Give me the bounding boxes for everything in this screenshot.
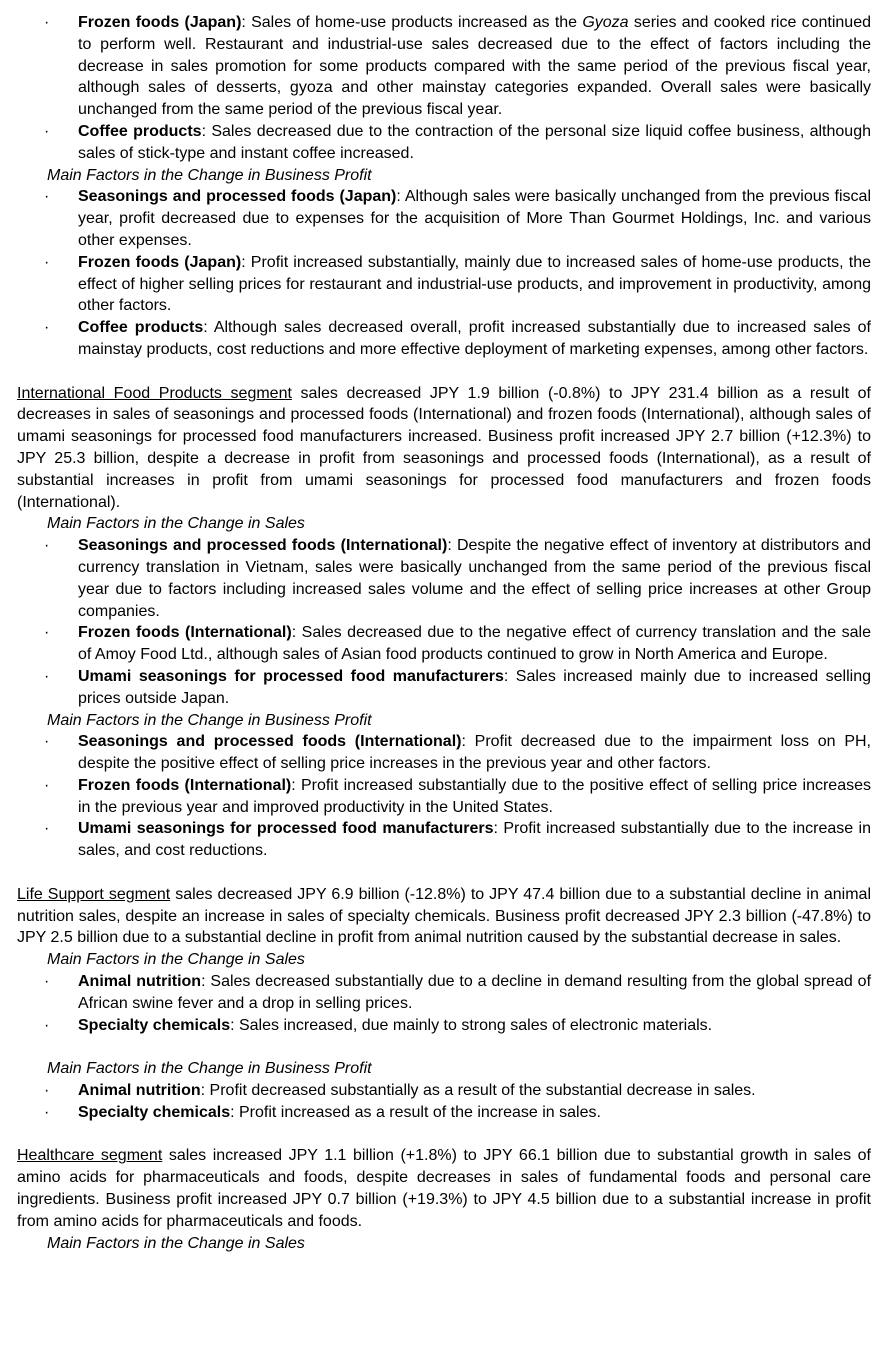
segment-name: Life Support segment: [17, 885, 171, 903]
segment-name: International Food Products segment: [17, 384, 292, 402]
bullet-dot-icon: ·: [44, 537, 50, 555]
bullet-dot-icon: ·: [44, 733, 50, 751]
bullet-title: Seasonings and processed foods (Japan): [78, 188, 397, 206]
bullet-text: : Profit increased substantially due to the increase in sales, and cost reductions.: [78, 820, 871, 860]
bullet-dot-icon: ·: [44, 253, 50, 271]
bullet-item: [44, 186, 872, 251]
bullet-title: Umami seasonings for processed food manufacturers: [78, 820, 494, 838]
bullet-dot-icon: ·: [44, 14, 50, 31]
section-subheading: Main Factors in the Change in Business Profit: [47, 166, 372, 184]
bullet-text: : Profit increased as a result of the increase in sales.: [230, 1103, 601, 1121]
bullet-title: Seasonings and processed foods (International): [78, 733, 462, 751]
bullet-text: : Despite the negative effect of inventory at distributors and currency translation in Vietnam, sales were basically unchanged from the same period of the previous fiscal year due to factors including increased sales volume and the effect of selling price increases at other Group companies.: [78, 537, 872, 620]
bullet-item: [44, 317, 871, 361]
bullet-dot-icon: ·: [44, 776, 50, 794]
paragraph-spacer: [17, 1036, 871, 1058]
bullet-item: [44, 775, 871, 819]
section-subheading: Main Factors in the Change in Sales: [47, 1234, 305, 1252]
bullet-item: [44, 121, 871, 165]
bullet-dot-icon: ·: [44, 188, 50, 206]
bullet-dot-icon: ·: [44, 820, 50, 838]
segment-paragraph: [17, 1145, 871, 1232]
bullet-title: Animal nutrition: [78, 1082, 201, 1100]
bullet-dot-icon: ·: [44, 667, 50, 685]
bullet-text: : Although sales decreased overall, profit increased substantially due to increased sales of mainstay products, cost reductions and more effective deployment of marketing expenses, among other factors.: [78, 319, 871, 358]
bullet-text: : Although sales were basically unchanged from the previous fiscal year, profit decreased due to expenses for the acquisition of More Than Gourmet Holdings, Inc. and various other expenses.: [78, 188, 872, 249]
bullet-item: [44, 1080, 871, 1102]
bullet-text: : Sales increased, due mainly to strong sales of electronic materials.: [230, 1016, 713, 1034]
bullet-title: Frozen foods (International): [78, 776, 292, 794]
section-subheading: Main Factors in the Change in Business Profit: [47, 1060, 372, 1078]
bullet-text-continued: series and cooked rice continued to perform well. Restaurant and industrial-use sales decreased due to the effect of factors including the decrease in sales promotion for some products compared with the same period of the previous fiscal year, although sales of desserts, gyoza and other mainstay categories expanded. Overall sales were basically unchanged from the same period of the previous fiscal year.: [78, 14, 871, 119]
bullet-item: [44, 622, 871, 666]
bullet-title: Frozen foods (Japan): [78, 14, 242, 31]
bullet-item: [44, 12, 871, 121]
segment-paragraph: [17, 884, 871, 949]
bullet-title: Specialty chemicals: [78, 1103, 231, 1121]
bullet-item: [44, 666, 872, 710]
section-subheading: Main Factors in the Change in Sales: [47, 515, 305, 533]
bullet-italic-text: Gyoza: [582, 14, 629, 31]
paragraph-text: sales decreased JPY 6.9 billion (-12.8%) to JPY 47.4 billion due to a substantial decline in animal nutrition sales, despite an increase in sales of specialty chemicals. Business profit decreased JPY 2.3 billion (-47.8%) to JPY 2.5 billion due to a substantial decline in profit from animal nutrition caused by the substantial decrease in sales.: [17, 885, 872, 947]
bullet-item: [44, 731, 871, 775]
segment-name: Healthcare segment: [17, 1147, 163, 1165]
paragraph-spacer: [17, 862, 871, 884]
bullet-dot-icon: ·: [44, 1103, 50, 1121]
bullet-item: [44, 252, 872, 317]
paragraph-text: sales increased JPY 1.1 billion (+1.8%) to JPY 66.1 billion due to substantial growth in sales of amino acids for pharmaceuticals and foods, despite decreases in sales of fundamental foods and personal care ingredients. Business profit increased JPY 0.7 billion (+19.3%) to JPY 4.5 billion due to a substantial increase in profit from amino acids for pharmaceuticals and foods.: [17, 1147, 871, 1230]
bullet-text: : Sales decreased due to the negative effect of currency translation and the sale of Amoy Food Ltd., although sales of Asian food products continued to grow in North America and Europe.: [78, 624, 871, 664]
paragraph-spacer: [17, 361, 871, 383]
bullet-item: [44, 1015, 871, 1037]
bullet-text: : Profit decreased substantially as a result of the substantial decrease in sales.: [200, 1082, 756, 1100]
bullet-title: Coffee products: [78, 319, 204, 337]
bullet-item: [44, 535, 872, 622]
bullet-title: Specialty chemicals: [78, 1016, 231, 1034]
bullet-dot-icon: ·: [44, 319, 50, 337]
bullet-text: : Sales decreased due to the contraction of the personal size liquid coffee business, although sales of stick-type and instant coffee increased.: [78, 122, 871, 162]
bullet-dot-icon: ·: [44, 1016, 50, 1034]
paragraph-text: sales decreased JPY 1.9 billion (-0.8%) to JPY 231.4 billion as a result of decreases in sales of seasonings and processed foods (International) and frozen foods (International), although sales of umami seasonings for processed food manufacturers increased. Business profit increased JPY 2.7 billion (+12.3%) to JPY 25.3 billion, despite a decrease in profit from seasonings and processed foods (International), as a result of substantial increases in profit from umami seasonings for processed food manufacturers and frozen foods (International).: [17, 384, 872, 511]
bullet-item: [44, 818, 871, 862]
bullet-title: Animal nutrition: [78, 973, 202, 991]
paragraph-spacer: [17, 1124, 871, 1146]
bullet-text: : Sales of home-use products increased as the: [241, 14, 583, 31]
bullet-title: Seasonings and processed foods (International): [78, 537, 448, 555]
bullet-text: : Profit increased substantially, mainly due to increased sales of home-use products, the effect of higher selling prices for restaurant and industrial-use products, and improvement in productivity, among other factors.: [78, 253, 872, 315]
section-subheading: Main Factors in the Change in Business Profit: [47, 711, 372, 729]
section-subheading: Main Factors in the Change in Sales: [47, 951, 305, 969]
bullet-title: Frozen foods (Japan): [78, 253, 242, 271]
bullet-text: : Profit decreased due to the impairment loss on PH, despite the positive effect of selling price increases in the previous year and other factors.: [78, 733, 871, 773]
bullet-title: Coffee products: [78, 122, 202, 140]
bullet-dot-icon: ·: [44, 624, 50, 642]
bullet-text: : Profit increased substantially due to the positive effect of selling price increases in the previous year and improved productivity in the United States.: [78, 776, 871, 816]
bullet-text: : Sales decreased substantially due to a decline in demand resulting from the global spread of African swine fever and a drop in selling prices.: [78, 973, 872, 1012]
bullet-item: [44, 971, 872, 1015]
bullet-text: : Sales increased mainly due to increased selling prices outside Japan.: [78, 667, 872, 707]
bullet-item: [44, 1102, 871, 1124]
bullet-title: Frozen foods (International): [78, 624, 292, 642]
bullet-dot-icon: ·: [44, 973, 50, 991]
bullet-dot-icon: ·: [44, 1082, 50, 1100]
bullet-dot-icon: ·: [44, 122, 50, 140]
bullet-title: Umami seasonings for processed food manufacturers: [78, 667, 504, 685]
segment-paragraph: [17, 383, 871, 514]
